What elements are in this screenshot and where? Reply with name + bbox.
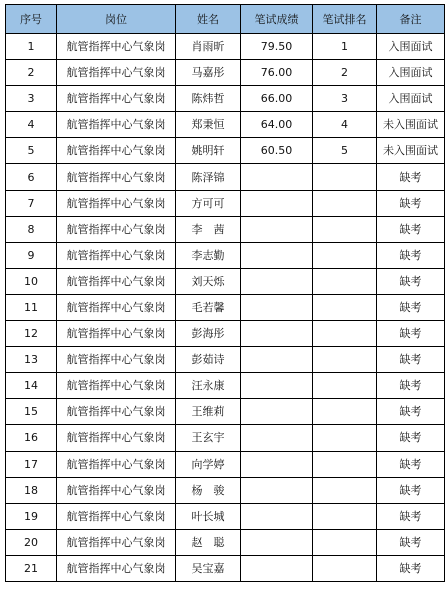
cell-name: 马嘉彤 <box>176 60 241 86</box>
cell-remarks: 缺考 <box>377 373 445 399</box>
cell-serial-number: 2 <box>6 60 57 86</box>
cell-remarks: 未入围面试 <box>377 138 445 164</box>
table-row <box>6 86 445 112</box>
table-row <box>6 164 445 190</box>
cell-position: 航管指挥中心气象岗 <box>57 86 176 112</box>
cell-position: 航管指挥中心气象岗 <box>57 34 176 60</box>
cell-remarks: 缺考 <box>377 164 445 190</box>
cell-written-score <box>241 347 313 373</box>
cell-name: 李 茜 <box>176 216 241 242</box>
cell-serial-number: 21 <box>6 555 57 581</box>
cell-written-score <box>241 529 313 555</box>
cell-written-score <box>241 321 313 347</box>
cell-remarks: 缺考 <box>377 555 445 581</box>
table-row <box>6 373 445 399</box>
cell-name: 吴宝嘉 <box>176 555 241 581</box>
table-row <box>6 216 445 242</box>
cell-written-score <box>241 425 313 451</box>
cell-position: 航管指挥中心气象岗 <box>57 268 176 294</box>
cell-name: 杨 骏 <box>176 477 241 503</box>
table-row <box>6 425 445 451</box>
cell-written-rank <box>313 164 377 190</box>
header-written-score: 笔试成绩 <box>241 5 313 34</box>
cell-serial-number: 12 <box>6 321 57 347</box>
cell-position: 航管指挥中心气象岗 <box>57 347 176 373</box>
cell-remarks: 缺考 <box>377 268 445 294</box>
table-row <box>6 477 445 503</box>
cell-written-rank: 3 <box>313 86 377 112</box>
cell-name: 彭茹诗 <box>176 347 241 373</box>
table-row <box>6 321 445 347</box>
cell-name: 王玄宇 <box>176 425 241 451</box>
cell-remarks: 缺考 <box>377 216 445 242</box>
cell-written-score <box>241 294 313 320</box>
cell-remarks: 缺考 <box>377 425 445 451</box>
cell-remarks: 缺考 <box>377 477 445 503</box>
table-row <box>6 190 445 216</box>
table-header-row <box>6 5 445 34</box>
cell-position: 航管指挥中心气象岗 <box>57 451 176 477</box>
cell-position: 航管指挥中心气象岗 <box>57 112 176 138</box>
cell-written-score: 64.00 <box>241 112 313 138</box>
cell-name: 向学婷 <box>176 451 241 477</box>
cell-position: 航管指挥中心气象岗 <box>57 477 176 503</box>
cell-name: 汪永康 <box>176 373 241 399</box>
cell-written-rank: 1 <box>313 34 377 60</box>
cell-position: 航管指挥中心气象岗 <box>57 60 176 86</box>
cell-written-score: 60.50 <box>241 138 313 164</box>
cell-remarks: 入围面试 <box>377 34 445 60</box>
cell-written-score <box>241 451 313 477</box>
cell-remarks: 缺考 <box>377 242 445 268</box>
cell-written-score <box>241 555 313 581</box>
cell-serial-number: 8 <box>6 216 57 242</box>
cell-written-score <box>241 164 313 190</box>
table-row <box>6 399 445 425</box>
header-position: 岗位 <box>57 5 176 34</box>
header-remarks: 备注 <box>377 5 445 34</box>
cell-serial-number: 1 <box>6 34 57 60</box>
cell-name: 姚明轩 <box>176 138 241 164</box>
cell-position: 航管指挥中心气象岗 <box>57 321 176 347</box>
header-name: 姓名 <box>176 5 241 34</box>
cell-written-rank <box>313 216 377 242</box>
cell-written-rank <box>313 503 377 529</box>
cell-name: 叶长城 <box>176 503 241 529</box>
cell-written-score <box>241 477 313 503</box>
cell-position: 航管指挥中心气象岗 <box>57 373 176 399</box>
table-body <box>6 34 445 582</box>
cell-written-score <box>241 216 313 242</box>
cell-written-score <box>241 268 313 294</box>
cell-serial-number: 10 <box>6 268 57 294</box>
cell-remarks: 未入围面试 <box>377 112 445 138</box>
table-row <box>6 242 445 268</box>
cell-position: 航管指挥中心气象岗 <box>57 294 176 320</box>
cell-remarks: 缺考 <box>377 190 445 216</box>
cell-written-rank <box>313 373 377 399</box>
cell-written-rank <box>313 242 377 268</box>
cell-name: 王维莉 <box>176 399 241 425</box>
cell-serial-number: 18 <box>6 477 57 503</box>
cell-written-score <box>241 242 313 268</box>
cell-name: 赵 聪 <box>176 529 241 555</box>
cell-remarks: 缺考 <box>377 503 445 529</box>
cell-remarks: 缺考 <box>377 321 445 347</box>
cell-serial-number: 5 <box>6 138 57 164</box>
cell-written-score <box>241 503 313 529</box>
table-row <box>6 451 445 477</box>
cell-position: 航管指挥中心气象岗 <box>57 503 176 529</box>
cell-serial-number: 15 <box>6 399 57 425</box>
cell-serial-number: 6 <box>6 164 57 190</box>
cell-written-score <box>241 190 313 216</box>
table-row <box>6 347 445 373</box>
cell-serial-number: 17 <box>6 451 57 477</box>
cell-remarks: 缺考 <box>377 529 445 555</box>
cell-written-rank <box>313 190 377 216</box>
cell-name: 陈炜哲 <box>176 86 241 112</box>
results-table <box>5 4 445 582</box>
cell-position: 航管指挥中心气象岗 <box>57 164 176 190</box>
cell-serial-number: 19 <box>6 503 57 529</box>
table-row <box>6 529 445 555</box>
cell-written-score: 66.00 <box>241 86 313 112</box>
cell-position: 航管指挥中心气象岗 <box>57 190 176 216</box>
cell-written-rank <box>313 529 377 555</box>
cell-position: 航管指挥中心气象岗 <box>57 138 176 164</box>
cell-written-rank <box>313 451 377 477</box>
table-row <box>6 34 445 60</box>
cell-remarks: 缺考 <box>377 451 445 477</box>
cell-position: 航管指挥中心气象岗 <box>57 425 176 451</box>
cell-serial-number: 7 <box>6 190 57 216</box>
cell-written-rank: 2 <box>313 60 377 86</box>
cell-serial-number: 14 <box>6 373 57 399</box>
table-row <box>6 555 445 581</box>
cell-written-rank <box>313 425 377 451</box>
cell-written-rank <box>313 399 377 425</box>
cell-written-rank: 5 <box>313 138 377 164</box>
cell-written-rank <box>313 477 377 503</box>
cell-name: 肖雨昕 <box>176 34 241 60</box>
cell-written-rank: 4 <box>313 112 377 138</box>
cell-name: 陈泽锦 <box>176 164 241 190</box>
cell-position: 航管指挥中心气象岗 <box>57 216 176 242</box>
cell-name: 毛若馨 <box>176 294 241 320</box>
cell-written-score <box>241 373 313 399</box>
cell-remarks: 缺考 <box>377 294 445 320</box>
cell-serial-number: 16 <box>6 425 57 451</box>
cell-written-score: 76.00 <box>241 60 313 86</box>
cell-written-rank <box>313 347 377 373</box>
header-serial-number: 序号 <box>6 5 57 34</box>
table-row <box>6 503 445 529</box>
cell-name: 李志勤 <box>176 242 241 268</box>
cell-written-rank <box>313 268 377 294</box>
cell-name: 方可可 <box>176 190 241 216</box>
cell-serial-number: 13 <box>6 347 57 373</box>
cell-remarks: 入围面试 <box>377 60 445 86</box>
cell-written-score <box>241 399 313 425</box>
cell-written-rank <box>313 321 377 347</box>
cell-written-score: 79.50 <box>241 34 313 60</box>
cell-written-rank <box>313 555 377 581</box>
cell-position: 航管指挥中心气象岗 <box>57 242 176 268</box>
cell-name: 郑秉恒 <box>176 112 241 138</box>
table-row <box>6 294 445 320</box>
header-written-rank: 笔试排名 <box>313 5 377 34</box>
cell-serial-number: 11 <box>6 294 57 320</box>
table-row <box>6 268 445 294</box>
table-row <box>6 60 445 86</box>
cell-position: 航管指挥中心气象岗 <box>57 529 176 555</box>
cell-serial-number: 4 <box>6 112 57 138</box>
cell-written-rank <box>313 294 377 320</box>
cell-serial-number: 3 <box>6 86 57 112</box>
table-row <box>6 112 445 138</box>
cell-remarks: 缺考 <box>377 399 445 425</box>
cell-position: 航管指挥中心气象岗 <box>57 555 176 581</box>
cell-serial-number: 20 <box>6 529 57 555</box>
cell-remarks: 缺考 <box>377 347 445 373</box>
cell-name: 刘天烁 <box>176 268 241 294</box>
table-row <box>6 138 445 164</box>
cell-remarks: 入围面试 <box>377 86 445 112</box>
cell-name: 彭海彤 <box>176 321 241 347</box>
cell-serial-number: 9 <box>6 242 57 268</box>
cell-position: 航管指挥中心气象岗 <box>57 399 176 425</box>
